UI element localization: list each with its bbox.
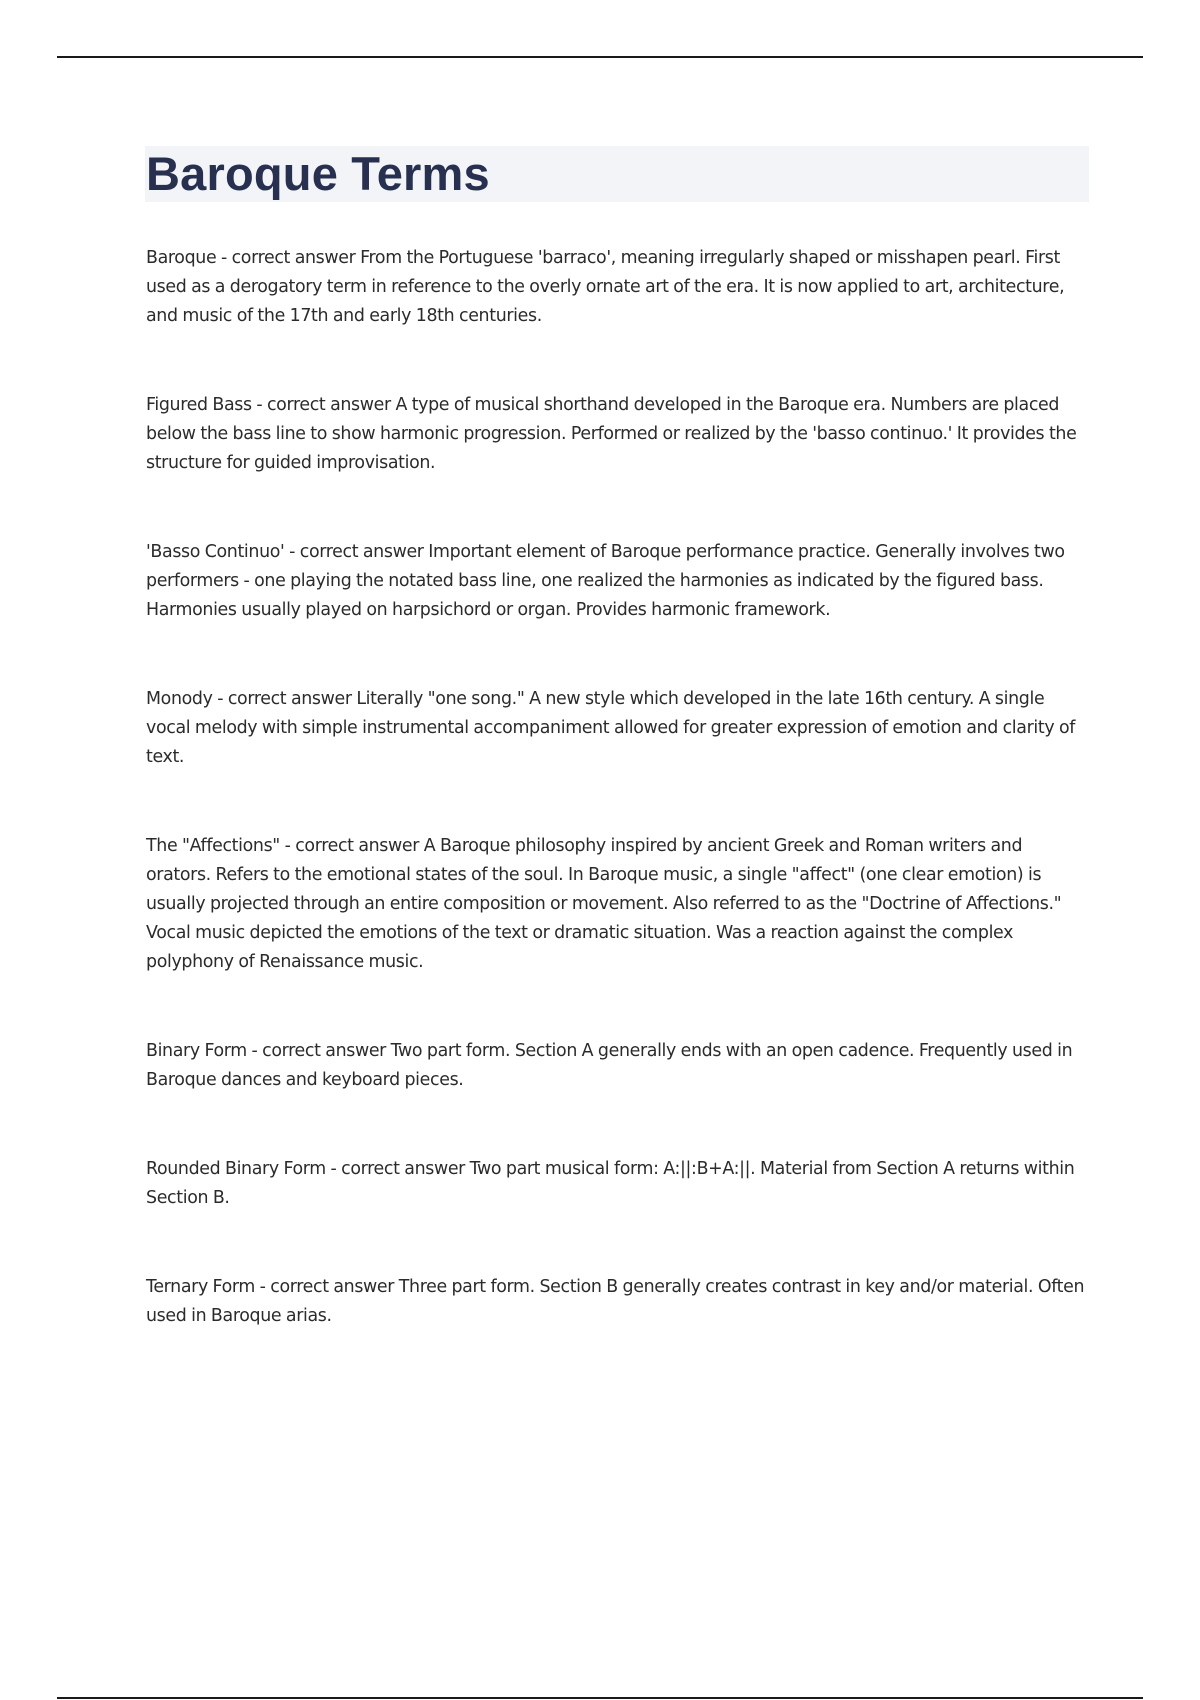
term-affections: The "Affections" - correct answer A Baroque philosophy inspired by ancient Greek and Roman writers and orators. Refers to the emotional states of the soul. In Baroque music, a single "affect" (one clear emotion) is usually projected through an entire composition or movement. Also referred to as the "Doctrine of Affections." Vocal music depicted the emotions of the text or dramatic situation. Was a reaction against the complex polyphony of Renaissance music. xyxy=(146,836,1062,972)
term-binary-form: Binary Form - correct answer Two part form. Section A generally ends with an open cadence. Frequently used in Baroque dances and keyboard pieces. xyxy=(146,1041,1073,1090)
top-rule xyxy=(57,56,1143,58)
term-rounded-binary-form: Rounded Binary Form - correct answer Two part musical form: A:||:B+A:||. Material from Section A returns within Section B. xyxy=(146,1159,1075,1208)
term-basso-continuo: 'Basso Continuo' - correct answer Important element of Baroque performance practice. Generally involves two performers - one playing the notated bass line, one realized the harmonies as indicated by the figured bass. Harmonies usually played on harpsichord or organ. Provides harmonic framework. xyxy=(146,542,1065,620)
term-baroque: Baroque - correct answer From the Portuguese 'barraco', meaning irregularly shaped or misshapen pearl. First used as a derogatory term in reference to the overly ornate art of the era. It is now applied to art, architecture, and music of the 17th and early 18th centuries. xyxy=(146,248,1065,326)
terms-list xyxy=(146,244,1091,1391)
bottom-rule xyxy=(57,1697,1143,1699)
term-figured-bass: Figured Bass - correct answer A type of musical shorthand developed in the Baroque era. Numbers are placed below the bass line to show harmonic progression. Performed or realized by the 'basso continuo.' It provides the structure for guided improvisation. xyxy=(146,395,1077,473)
term-ternary-form: Ternary Form - correct answer Three part form. Section B generally creates contrast in key and/or material. Often used in Baroque arias. xyxy=(146,1277,1085,1326)
term-monody: Monody - correct answer Literally "one song." A new style which developed in the late 16th century. A single vocal melody with simple instrumental accompaniment allowed for greater expression of emotion and clarity of text. xyxy=(146,689,1076,767)
page-title: Baroque Terms xyxy=(146,147,490,200)
